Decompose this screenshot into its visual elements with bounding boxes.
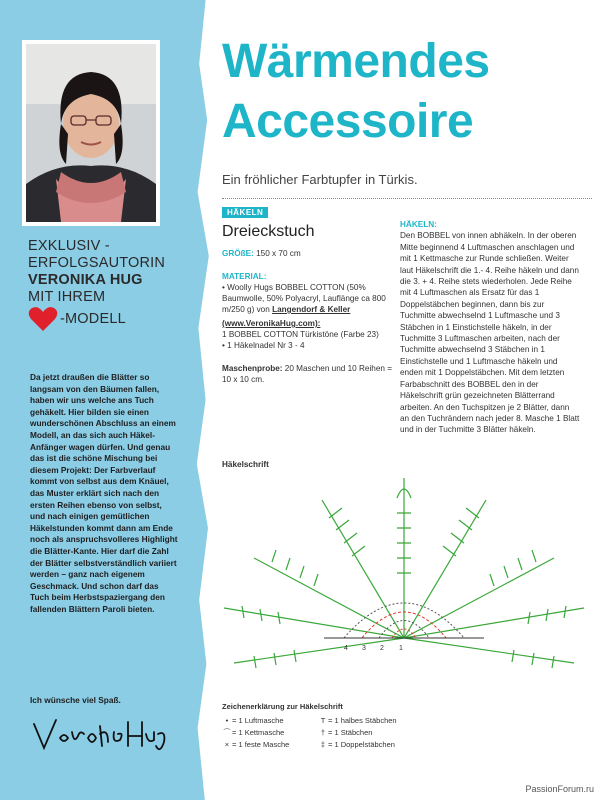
material-text: • Woolly Hugs BOBBEL COTTON (50% Baumwolle, 50% Polyacryl, Lauflänge ca 800 m/250 g) von xyxy=(222,283,386,314)
size-label: GRÖßE: xyxy=(222,249,254,258)
treble-crochet-icon: ‡ xyxy=(320,740,326,749)
legend-text: = 1 halbes Stäbchen xyxy=(328,716,397,725)
material-brand: Langendorf & Keller xyxy=(272,305,351,314)
chain-icon: • xyxy=(225,716,229,725)
material-line-1 xyxy=(222,282,392,315)
legend-dc xyxy=(318,727,397,739)
row-number-1: 1 xyxy=(399,645,403,652)
title-line-1: Wärmendes xyxy=(222,35,490,88)
legend-title: Zeichenerklärung zur Häkelschrift xyxy=(222,702,343,711)
article-title xyxy=(222,35,490,148)
row-number-4: 4 xyxy=(344,645,348,652)
sidebar-torn-edge xyxy=(196,0,212,800)
leaf-mid-right xyxy=(404,550,554,638)
leaf-mid-left xyxy=(254,550,404,638)
tagline-line-5: -MODELL xyxy=(60,310,126,327)
tagline-line-4: MIT IHREM xyxy=(28,289,106,305)
chart-label: Häkelschrift xyxy=(222,460,269,469)
material-line-2: 1 BOBBEL COTTON Türkistöne (Farbe 23) xyxy=(222,330,379,339)
double-crochet-icon: † xyxy=(320,728,326,737)
pattern-heading: Dreieckstuch xyxy=(222,223,315,240)
legend-text: = 1 feste Masche xyxy=(232,740,290,749)
legend-text: = 1 Kettmasche xyxy=(232,728,285,737)
legend-text: = 1 Doppelstäbchen xyxy=(328,740,395,749)
single-crochet-icon: × xyxy=(224,740,230,749)
gauge-label: Maschenprobe: xyxy=(222,364,283,373)
sidebar-intro-text: Da jetzt draußen die Blätter so langsam von den Bäumen fallen, haben wir uns welche ans Tuch gehäkelt. Hier bilden sie einen wunderschönen Abschluss an einem Modell, an das sich auch Häkel-Anfänger wagen dürfen. Und genau das ist die schöne Mischung bei diesem Projekt: Der Farbverlauf kommt von selbst aus dem Knäuel, das Muster erklärt sich nach den ersten Reihen ebenso von selbst, und nach einigen gemütlichen Häkelstunden kommt dann am Ende noch als anspruchsvolleres Highlight die Blätter-Kante. Hier darf die Zahl der Blätter selbstverständlich variiert werden – ganz nach eigenem Geschmack. Und schon darf das Tuch beim Herbstspaziergang den fallenden Blättern Paroli bieten. xyxy=(30,372,178,614)
leaf-bottom-left xyxy=(234,638,404,668)
instructions-text: Den BOBBEL von innen abhäkeln. In der oberen Mitte beginnend 4 Luftmaschen anschlagen und mit 1 Kettmasche zur Runde schließen. Weiter laut Häkelschrift die 1.- 4. Reihe häkeln und dann die 3. + 4. Reihe stets wiederholen. Jede Reihe mit 4 Luftmaschen als Ersatz für das 1 Doppelstäbchen beginnen, dann bis zur Tuchmitte abwechselnd 1 Luftmasche und 3 Stäbchen in 1 Einstichstelle häkeln, in der Tuchmitte 3 Luftmaschen arbeiten, nach der Tuchmitte abwechselnd 3 Stäbchen in 1 Einstichstelle und 1 Luftmasche häkeln und enden mit 1 Doppelstäbchen. Mit dem letzten Farbabschnitt des BOBBEL den in der Häkelschrift grün gezeichneten Blätterrand arbeiten. An den Tuchspitzen je 2 Blätter, dann an den Tuchrändern nach jeder 8. Masche 1 Blatt und in der Tuchmitte 3 Blätter häkeln. xyxy=(400,231,580,435)
leaf-border xyxy=(224,478,584,668)
author-photo xyxy=(26,44,156,222)
article-subtitle: Ein fröhlicher Farbtupfer in Türkis. xyxy=(222,172,418,187)
tagline-line-2: ERFOLGSAUTORIN xyxy=(28,255,166,271)
legend-text: = 1 Stäbchen xyxy=(328,728,373,737)
instructions xyxy=(400,219,580,436)
size-value: 150 x 70 cm xyxy=(256,249,301,258)
leaf-low-left xyxy=(224,606,404,638)
legend-right xyxy=(318,715,397,751)
legend-slip xyxy=(222,727,289,739)
legend-left xyxy=(222,715,289,751)
author-signature xyxy=(30,712,170,756)
category-tag: HÄKELN xyxy=(222,207,268,218)
pattern-details xyxy=(222,248,392,385)
leaf-upper-right xyxy=(404,500,486,638)
divider xyxy=(222,198,592,199)
watermark: PassionForum.ru xyxy=(525,784,594,794)
legend-hdc xyxy=(318,715,397,727)
gauge-value: 20 Maschen und 10 Reihen = 10 x 10 cm. xyxy=(222,364,392,384)
leaf-top xyxy=(397,478,411,638)
tagline-model-line xyxy=(28,306,188,332)
heart-icon xyxy=(28,306,58,332)
author-tagline xyxy=(28,238,188,332)
legend-sc xyxy=(222,739,289,751)
legend-text: = 1 Luftmasche xyxy=(232,716,284,725)
half-double-icon: T xyxy=(320,716,326,725)
legend-tr xyxy=(318,739,397,751)
legend-chain xyxy=(222,715,289,727)
title-line-2: Accessoire xyxy=(222,95,474,148)
material-line-3: • 1 Häkelnadel Nr 3 - 4 xyxy=(222,341,305,350)
sidebar-wish: Ich wünsche viel Spaß. xyxy=(30,695,121,705)
leaf-upper-left xyxy=(322,500,404,638)
instructions-tag: HÄKELN: xyxy=(400,220,437,229)
row-number-2: 2 xyxy=(380,645,384,652)
material-label: MATERIAL: xyxy=(222,272,267,281)
author-name: VERONIKA HUG xyxy=(28,272,143,288)
material-url: (www.VeronikaHug.com): xyxy=(222,319,321,328)
leaf-bottom-right xyxy=(404,638,574,668)
leaf-low-right xyxy=(404,606,584,638)
crochet-chart xyxy=(214,458,594,688)
tagline-line-1: EXKLUSIV - xyxy=(28,238,110,254)
row-number-3: 3 xyxy=(362,645,366,652)
slip-stitch-icon: ⌒ xyxy=(223,728,231,737)
